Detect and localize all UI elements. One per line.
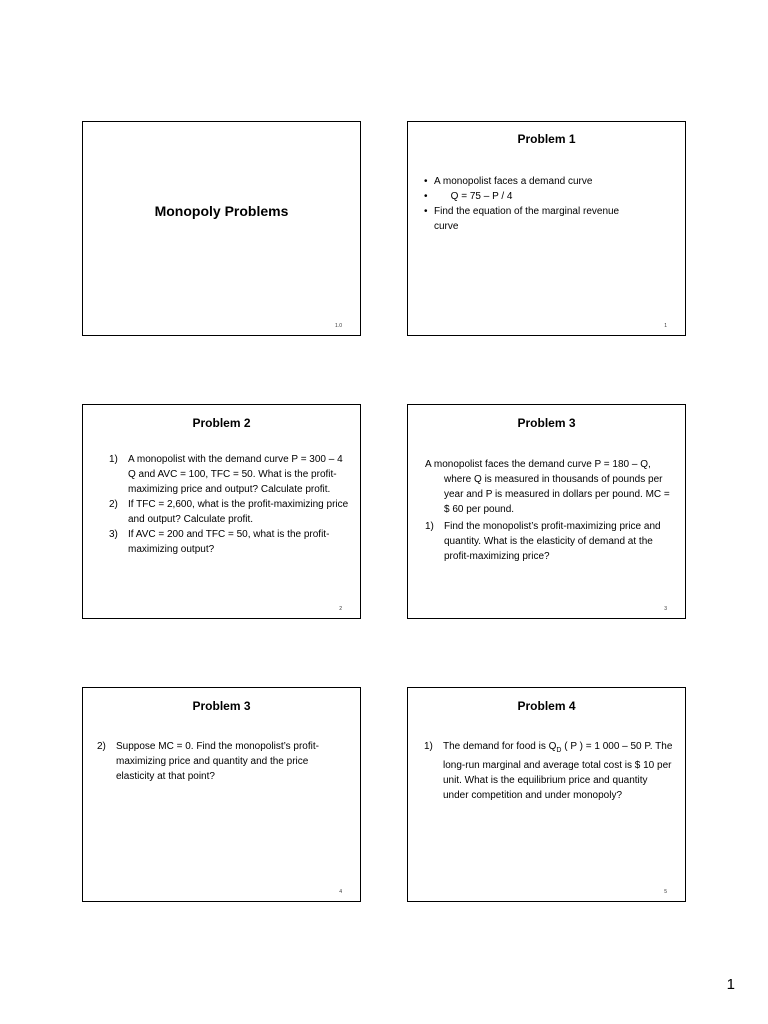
slide-title: Monopoly Problems <box>154 203 289 219</box>
bullet-item: • A monopolist faces a demand curve <box>424 174 654 189</box>
slide-title: Problem 4 <box>517 699 576 713</box>
slide-6 <box>407 687 686 902</box>
list-item <box>109 452 353 497</box>
list-text-post: ( P ) = 1 000 – 50 P. The long-run marginal and average total cost is $ 10 per unit. What is the equilibrium price and quantity under competition and under monopoly? <box>443 741 673 801</box>
slide-body <box>97 739 347 784</box>
list-number: 2) <box>97 741 106 752</box>
list-item <box>425 519 675 564</box>
list-number: 3) <box>109 529 118 540</box>
list-item <box>424 739 674 803</box>
slide-5 <box>82 687 361 902</box>
list-text: If AVC = 200 and TFC = 50, what is the profit-maximizing output? <box>128 529 330 555</box>
page-number: 1 <box>726 976 735 993</box>
slide-1 <box>82 121 361 336</box>
list-text: A monopolist with the demand curve P = 300 – 4 Q and AVC = 100, TFC = 50. What is the profit-maximizing price and output? Calculate profit. <box>128 454 343 495</box>
list-number: 1) <box>425 521 434 532</box>
list-number: 1) <box>109 454 118 465</box>
slide-body <box>424 174 654 234</box>
subscript: D <box>556 747 562 754</box>
slide-body <box>109 452 353 557</box>
list-item <box>109 527 353 557</box>
slide-title: Problem 1 <box>517 132 576 146</box>
slide-number: 4 <box>339 889 342 895</box>
slide-title: Problem 3 <box>517 416 576 430</box>
slide-4 <box>407 404 686 619</box>
list-text: If TFC = 2,600, what is the profit-maximizing price and output? Calculate profit. <box>128 499 349 525</box>
slide-title: Problem 2 <box>192 416 251 430</box>
slide-body <box>424 739 674 803</box>
slide-number: 3 <box>664 606 667 612</box>
slide-number: 2 <box>339 606 342 612</box>
list-text: Find the monopolist’s profit-maximizing price and quantity. What is the elasticity of demand at the profit-maximizing price? <box>444 521 661 562</box>
list-text-pre: The demand for food is Q <box>443 741 557 752</box>
list-item <box>97 739 347 784</box>
slide-number: 1 <box>664 323 667 329</box>
slide-2 <box>407 121 686 336</box>
slide-number: 5 <box>664 889 667 895</box>
list-item <box>109 497 353 527</box>
list-number: 1) <box>424 741 433 752</box>
slide-body <box>425 457 675 564</box>
bullet-item: • Find the equation of the marginal revenue curve <box>424 204 629 234</box>
list-number: 2) <box>109 499 118 510</box>
slide-3 <box>82 404 361 619</box>
bullet-item: • Q = 75 – P / 4 <box>424 189 654 204</box>
intro-paragraph: A monopolist faces the demand curve P = 180 – Q, where Q is measured in thousands of pounds per year and P is measured in dollars per pound. MC = $ 60 per pound. <box>425 459 670 515</box>
slide-title: Problem 3 <box>192 699 251 713</box>
slide-number: 1.0 <box>335 323 342 329</box>
list-text: Suppose MC = 0. Find the monopolist’s profit-maximizing price and quantity and the price elasticity at that point? <box>116 741 319 782</box>
list-text <box>443 741 672 801</box>
